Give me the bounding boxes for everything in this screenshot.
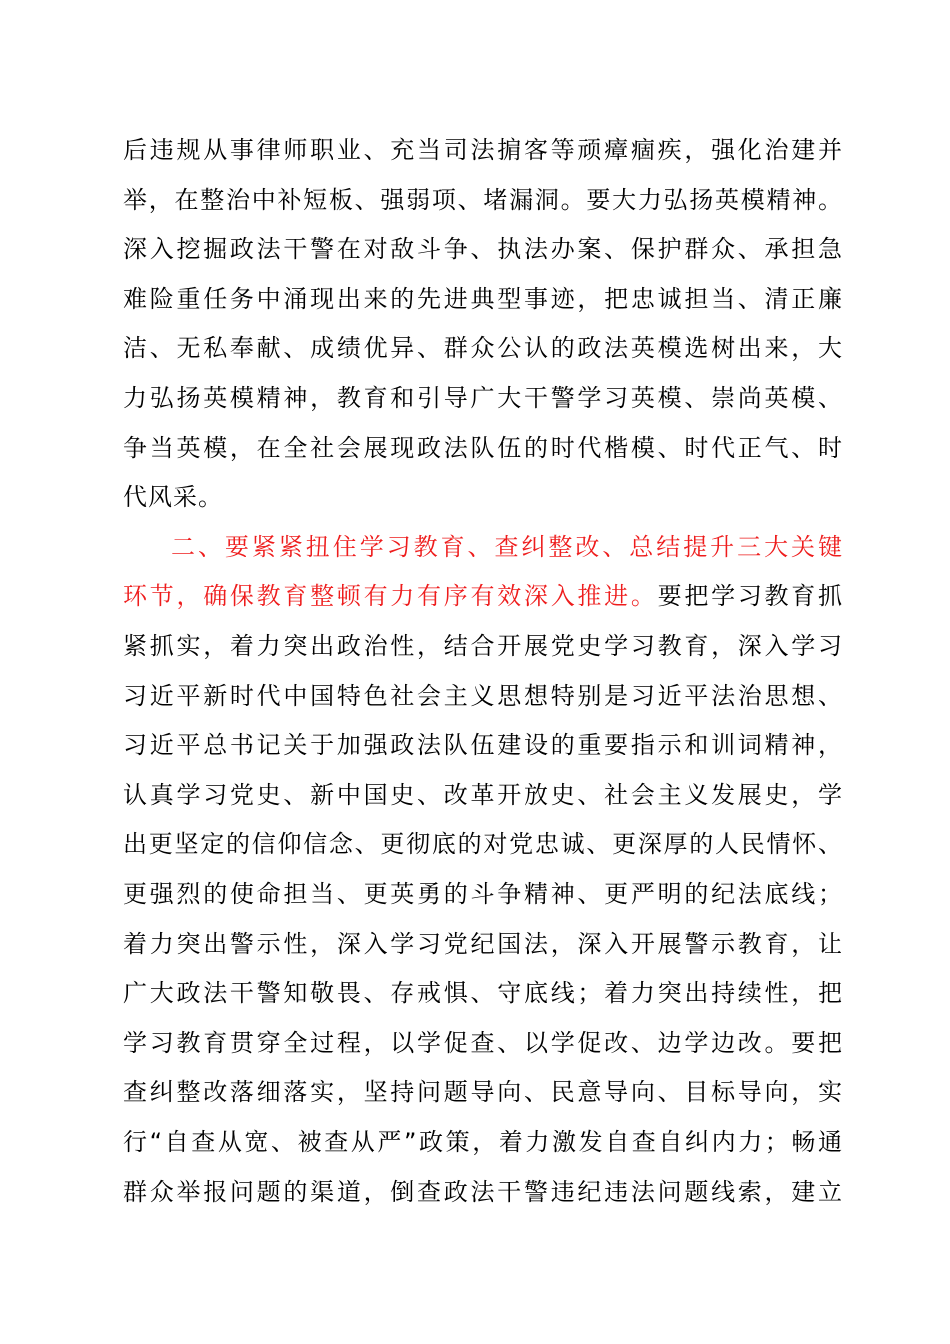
section-heading-continued: 环节，确保教育整顿有力有序有效深入推进。	[123, 582, 658, 610]
text-line: 学习教育贯穿全过程，以学促查、以学促改、边学边改。要把	[123, 1029, 843, 1057]
text-line: 紧抓实，着力突出政治性，结合开展党史学习教育，深入学习	[123, 632, 843, 660]
text-span: 要把学习教育抓	[657, 582, 844, 610]
text-line: 后违规从事律师职业、充当司法掮客等顽瘴痼疾，强化治建并	[123, 136, 843, 164]
text-line: 举，在整治中补短板、强弱项、堵漏洞。要大力弘扬英模精神。	[123, 186, 843, 214]
text-line: 洁、无私奉献、成绩优异、群众公认的政法英模选树出来，大	[123, 334, 843, 362]
section-heading: 二、要紧紧扭住学习教育、查纠整改、总结提升三大关键	[171, 533, 843, 561]
text-line: 代风采。	[123, 483, 223, 511]
text-line: 力弘扬英模精神，教育和引导广大干警学习英模、崇尚英模、	[123, 384, 843, 412]
text-line: 争当英模，在全社会展现政法队伍的时代楷模、时代正气、时	[123, 434, 843, 462]
text-line: 更强烈的使命担当、更英勇的斗争精神、更严明的纪法底线；	[123, 880, 843, 908]
text-line: 着力突出警示性，深入学习党纪国法，深入开展警示教育，让	[123, 930, 843, 958]
text-line: 行“自查从宽、被查从严”政策，着力激发自查自纠内力；畅通	[123, 1128, 843, 1156]
text-line	[123, 576, 843, 616]
text-line: 习近平总书记关于加强政法队伍建设的重要指示和训词精神，	[123, 731, 843, 759]
text-line: 广大政法干警知敬畏、存戒惧、守底线；着力突出持续性，把	[123, 979, 843, 1007]
text-line: 习近平新时代中国特色社会主义思想特别是习近平法治思想、	[123, 682, 843, 710]
text-line: 查纠整改落细落实，坚持问题导向、民意导向、目标导向，实	[123, 1078, 843, 1106]
text-line: 难险重任务中涌现出来的先进典型事迹，把忠诚担当、清正廉	[123, 285, 843, 313]
text-line: 出更坚定的信仰信念、更彻底的对党忠诚、更深厚的人民情怀、	[123, 830, 843, 858]
text-line: 群众举报问题的渠道，倒查政法干警违纪违法问题线索，建立	[123, 1178, 843, 1206]
text-line: 认真学习党史、新中国史、改革开放史、社会主义发展史，学	[123, 781, 843, 809]
text-line: 深入挖掘政法干警在对敌斗争、执法办案、保护群众、承担急	[123, 235, 843, 263]
